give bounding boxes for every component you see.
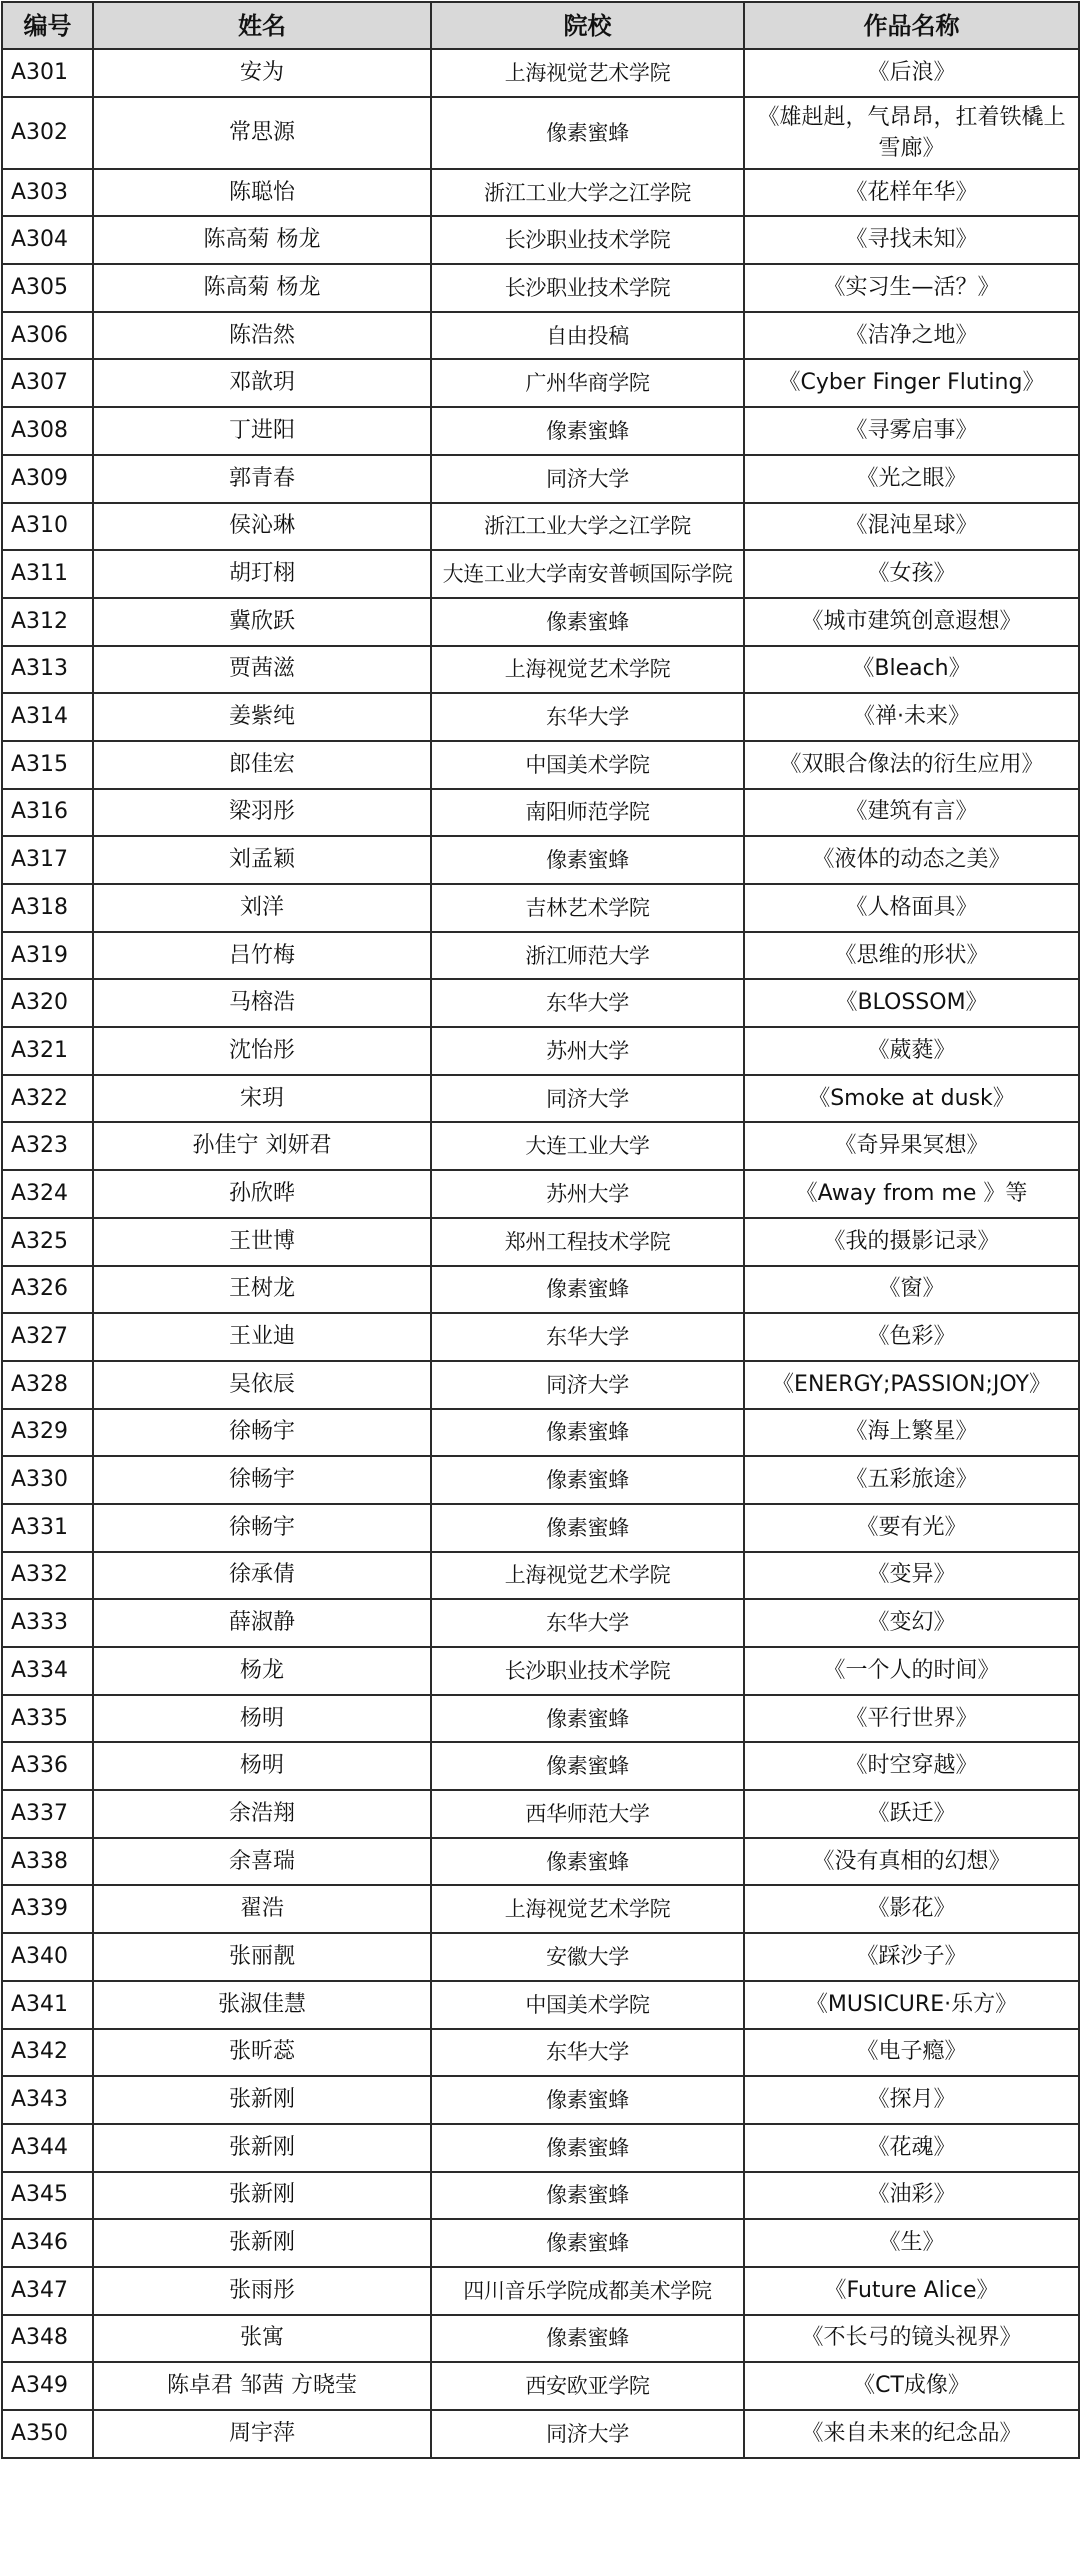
table-row — [2, 49, 1079, 97]
cell-name: 徐承倩 — [93, 1552, 431, 1600]
cell-school: 东华大学 — [431, 1599, 744, 1647]
cell-name: 王业迪 — [93, 1313, 431, 1361]
cell-work: 《禅·未来》 — [744, 693, 1079, 741]
cell-id: A319 — [2, 932, 93, 980]
cell-id: A345 — [2, 2172, 93, 2220]
table-row — [2, 169, 1079, 217]
header-work: 作品名称 — [744, 2, 1079, 49]
table-row — [2, 407, 1079, 455]
cell-id: A325 — [2, 1218, 93, 1266]
cell-school: 郑州工程技术学院 — [431, 1218, 744, 1266]
table-row — [2, 741, 1079, 789]
cell-name: 张淑佳慧 — [93, 1981, 431, 2029]
table-row — [2, 979, 1079, 1027]
table-row — [2, 1981, 1079, 2029]
cell-id: A302 — [2, 97, 93, 169]
table-row — [2, 264, 1079, 312]
cell-school: 像素蜜蜂 — [431, 1409, 744, 1457]
cell-id: A317 — [2, 836, 93, 884]
cell-id: A334 — [2, 1647, 93, 1695]
cell-work: 《要有光》 — [744, 1504, 1079, 1552]
cell-name: 马榕浩 — [93, 979, 431, 1027]
cell-name: 余喜瑞 — [93, 1838, 431, 1886]
cell-work: 《平行世界》 — [744, 1695, 1079, 1743]
cell-school: 像素蜜蜂 — [431, 836, 744, 884]
cell-school: 像素蜜蜂 — [431, 1456, 744, 1504]
table-row — [2, 1552, 1079, 1600]
cell-name: 杨龙 — [93, 1647, 431, 1695]
cell-school: 苏州大学 — [431, 1027, 744, 1075]
cell-name: 杨明 — [93, 1742, 431, 1790]
cell-work: 《葳蕤》 — [744, 1027, 1079, 1075]
cell-id: A338 — [2, 1838, 93, 1886]
cell-school: 像素蜜蜂 — [431, 407, 744, 455]
cell-school: 像素蜜蜂 — [431, 2315, 744, 2363]
cell-school: 像素蜜蜂 — [431, 1695, 744, 1743]
cell-school: 同济大学 — [431, 1361, 744, 1409]
cell-name: 姜紫纯 — [93, 693, 431, 741]
cell-school: 西安欧亚学院 — [431, 2362, 744, 2410]
cell-school: 南阳师范学院 — [431, 789, 744, 837]
cell-name: 梁羽彤 — [93, 789, 431, 837]
cell-name: 陈卓君 邹茜 方晓莹 — [93, 2362, 431, 2410]
cell-school: 上海视觉艺术学院 — [431, 646, 744, 694]
cell-work: 《花样年华》 — [744, 169, 1079, 217]
cell-name: 陈高菊 杨龙 — [93, 216, 431, 264]
cell-name: 郎佳宏 — [93, 741, 431, 789]
table-row — [2, 2267, 1079, 2315]
cell-id: A304 — [2, 216, 93, 264]
cell-school: 吉林艺术学院 — [431, 884, 744, 932]
cell-id: A326 — [2, 1266, 93, 1314]
cell-work: 《影花》 — [744, 1885, 1079, 1933]
cell-school: 像素蜜蜂 — [431, 2172, 744, 2220]
table-row — [2, 836, 1079, 884]
cell-id: A343 — [2, 2076, 93, 2124]
table-row — [2, 2076, 1079, 2124]
cell-work: 《建筑有言》 — [744, 789, 1079, 837]
cell-work: 《实习生—活？》 — [744, 264, 1079, 312]
cell-name: 陈高菊 杨龙 — [93, 264, 431, 312]
cell-work: 《我的摄影记录》 — [744, 1218, 1079, 1266]
entry-table — [1, 1, 1080, 2459]
table-row — [2, 2315, 1079, 2363]
table-row — [2, 359, 1079, 407]
cell-school: 同济大学 — [431, 455, 744, 503]
table-row — [2, 1838, 1079, 1886]
cell-id: A336 — [2, 1742, 93, 1790]
cell-id: A327 — [2, 1313, 93, 1361]
cell-id: A320 — [2, 979, 93, 1027]
table-row — [2, 1695, 1079, 1743]
cell-work: 《变异》 — [744, 1552, 1079, 1600]
cell-id: A346 — [2, 2219, 93, 2267]
table-row — [2, 598, 1079, 646]
table-row — [2, 2362, 1079, 2410]
cell-id: A339 — [2, 1885, 93, 1933]
cell-id: A312 — [2, 598, 93, 646]
cell-work: 《一个人的时间》 — [744, 1647, 1079, 1695]
cell-name: 徐畅宇 — [93, 1409, 431, 1457]
cell-school: 长沙职业技术学院 — [431, 264, 744, 312]
cell-id: A323 — [2, 1122, 93, 1170]
cell-school: 浙江工业大学之江学院 — [431, 169, 744, 217]
table-row — [2, 1742, 1079, 1790]
cell-school: 大连工业大学 — [431, 1122, 744, 1170]
table-row — [2, 1266, 1079, 1314]
cell-name: 杨明 — [93, 1695, 431, 1743]
cell-id: A321 — [2, 1027, 93, 1075]
table-row — [2, 1409, 1079, 1457]
cell-school: 上海视觉艺术学院 — [431, 1885, 744, 1933]
cell-school: 东华大学 — [431, 979, 744, 1027]
cell-school: 长沙职业技术学院 — [431, 216, 744, 264]
cell-work: 《Cyber Finger Fluting》 — [744, 359, 1079, 407]
cell-work: 《Bleach》 — [744, 646, 1079, 694]
cell-school: 像素蜜蜂 — [431, 2076, 744, 2124]
cell-id: A324 — [2, 1170, 93, 1218]
cell-id: A344 — [2, 2124, 93, 2172]
table-row — [2, 1933, 1079, 1981]
cell-id: A331 — [2, 1504, 93, 1552]
header-school: 院校 — [431, 2, 744, 49]
table-row — [2, 646, 1079, 694]
cell-school: 浙江师范大学 — [431, 932, 744, 980]
table-row — [2, 1599, 1079, 1647]
cell-name: 孙欣晔 — [93, 1170, 431, 1218]
cell-school: 上海视觉艺术学院 — [431, 1552, 744, 1600]
table-row — [2, 1647, 1079, 1695]
table-row — [2, 1885, 1079, 1933]
table-row — [2, 2219, 1079, 2267]
table-row — [2, 1027, 1079, 1075]
table-row — [2, 2029, 1079, 2077]
cell-name: 邓歆玥 — [93, 359, 431, 407]
cell-school: 东华大学 — [431, 693, 744, 741]
table-row — [2, 2410, 1079, 2458]
cell-work: 《MUSICURE·乐方》 — [744, 1981, 1079, 2029]
cell-work: 《思维的形状》 — [744, 932, 1079, 980]
table-row — [2, 2172, 1079, 2220]
cell-name: 吴依辰 — [93, 1361, 431, 1409]
cell-work: 《洁净之地》 — [744, 312, 1079, 360]
cell-school: 像素蜜蜂 — [431, 1742, 744, 1790]
table-row — [2, 1361, 1079, 1409]
cell-id: A330 — [2, 1456, 93, 1504]
table-row — [2, 2124, 1079, 2172]
cell-id: A311 — [2, 550, 93, 598]
cell-work: 《生》 — [744, 2219, 1079, 2267]
cell-work: 《人格面具》 — [744, 884, 1079, 932]
cell-name: 刘孟颖 — [93, 836, 431, 884]
cell-name: 孙佳宁 刘妍君 — [93, 1122, 431, 1170]
cell-name: 陈浩然 — [93, 312, 431, 360]
cell-id: A335 — [2, 1695, 93, 1743]
cell-name: 常思源 — [93, 97, 431, 169]
table-row — [2, 789, 1079, 837]
cell-work: 《ENERGY;PASSION;JOY》 — [744, 1361, 1079, 1409]
header-name: 姓名 — [93, 2, 431, 49]
cell-id: A341 — [2, 1981, 93, 2029]
cell-name: 张新刚 — [93, 2076, 431, 2124]
cell-id: A349 — [2, 2362, 93, 2410]
cell-work: 《后浪》 — [744, 49, 1079, 97]
cell-id: A328 — [2, 1361, 93, 1409]
cell-name: 侯沁琳 — [93, 503, 431, 551]
cell-work: 《奇异果冥想》 — [744, 1122, 1079, 1170]
table-body — [2, 49, 1079, 2458]
cell-id: A301 — [2, 49, 93, 97]
cell-school: 像素蜜蜂 — [431, 2219, 744, 2267]
cell-name: 王世博 — [93, 1218, 431, 1266]
cell-name: 张丽靓 — [93, 1933, 431, 1981]
cell-work: 《花魂》 — [744, 2124, 1079, 2172]
cell-school: 安徽大学 — [431, 1933, 744, 1981]
table-row — [2, 455, 1079, 503]
cell-school: 东华大学 — [431, 1313, 744, 1361]
cell-name: 宋玥 — [93, 1075, 431, 1123]
cell-school: 大连工业大学南安普顿国际学院 — [431, 550, 744, 598]
table-row — [2, 1313, 1079, 1361]
cell-work: 《光之眼》 — [744, 455, 1079, 503]
cell-name: 冀欣跃 — [93, 598, 431, 646]
cell-name: 沈怡彤 — [93, 1027, 431, 1075]
cell-work: 《不长弓的镜头视界》 — [744, 2315, 1079, 2363]
cell-id: A347 — [2, 2267, 93, 2315]
cell-school: 浙江工业大学之江学院 — [431, 503, 744, 551]
cell-school: 像素蜜蜂 — [431, 1504, 744, 1552]
cell-school: 像素蜜蜂 — [431, 97, 744, 169]
cell-work: 《女孩》 — [744, 550, 1079, 598]
table-row — [2, 312, 1079, 360]
cell-id: A342 — [2, 2029, 93, 2077]
cell-school: 苏州大学 — [431, 1170, 744, 1218]
cell-work: 《油彩》 — [744, 2172, 1079, 2220]
cell-work: 《电子瘾》 — [744, 2029, 1079, 2077]
cell-school: 同济大学 — [431, 1075, 744, 1123]
table-row — [2, 693, 1079, 741]
cell-work: 《BLOSSOM》 — [744, 979, 1079, 1027]
cell-work: 《没有真相的幻想》 — [744, 1838, 1079, 1886]
cell-school: 像素蜜蜂 — [431, 1838, 744, 1886]
cell-name: 翟浩 — [93, 1885, 431, 1933]
cell-name: 张新刚 — [93, 2219, 431, 2267]
cell-id: A309 — [2, 455, 93, 503]
table-row — [2, 503, 1079, 551]
cell-work: 《CT成像》 — [744, 2362, 1079, 2410]
table-row — [2, 216, 1079, 264]
cell-work: 《跃迁》 — [744, 1790, 1079, 1838]
cell-school: 西华师范大学 — [431, 1790, 744, 1838]
cell-work: 《时空穿越》 — [744, 1742, 1079, 1790]
cell-name: 张昕蕊 — [93, 2029, 431, 2077]
cell-work: 《五彩旅途》 — [744, 1456, 1079, 1504]
cell-school: 东华大学 — [431, 2029, 744, 2077]
cell-id: A310 — [2, 503, 93, 551]
table-row — [2, 1456, 1079, 1504]
cell-work: 《探月》 — [744, 2076, 1079, 2124]
table-row — [2, 1790, 1079, 1838]
cell-work: 《踩沙子》 — [744, 1933, 1079, 1981]
cell-school: 自由投稿 — [431, 312, 744, 360]
cell-work: 《Away from me 》等 — [744, 1170, 1079, 1218]
cell-id: A313 — [2, 646, 93, 694]
table-row — [2, 932, 1079, 980]
cell-id: A305 — [2, 264, 93, 312]
cell-name: 郭青春 — [93, 455, 431, 503]
cell-school: 像素蜜蜂 — [431, 1266, 744, 1314]
cell-id: A332 — [2, 1552, 93, 1600]
cell-id: A308 — [2, 407, 93, 455]
cell-id: A303 — [2, 169, 93, 217]
table-row — [2, 1170, 1079, 1218]
cell-work: 《Smoke at dusk》 — [744, 1075, 1079, 1123]
cell-school: 像素蜜蜂 — [431, 2124, 744, 2172]
cell-id: A314 — [2, 693, 93, 741]
cell-id: A318 — [2, 884, 93, 932]
cell-name: 余浩翔 — [93, 1790, 431, 1838]
cell-name: 周宇萍 — [93, 2410, 431, 2458]
cell-work: 《窗》 — [744, 1266, 1079, 1314]
cell-id: A340 — [2, 1933, 93, 1981]
cell-work: 《海上繁星》 — [744, 1409, 1079, 1457]
cell-school: 四川音乐学院成都美术学院 — [431, 2267, 744, 2315]
cell-school: 中国美术学院 — [431, 1981, 744, 2029]
cell-school: 像素蜜蜂 — [431, 598, 744, 646]
cell-work: 《寻找未知》 — [744, 216, 1079, 264]
cell-name: 刘洋 — [93, 884, 431, 932]
cell-school: 广州华商学院 — [431, 359, 744, 407]
cell-name: 张雨彤 — [93, 2267, 431, 2315]
cell-id: A337 — [2, 1790, 93, 1838]
cell-name: 徐畅宇 — [93, 1504, 431, 1552]
cell-id: A315 — [2, 741, 93, 789]
cell-name: 贾茜滋 — [93, 646, 431, 694]
cell-name: 张新刚 — [93, 2172, 431, 2220]
cell-id: A333 — [2, 1599, 93, 1647]
cell-work: 《变幻》 — [744, 1599, 1079, 1647]
cell-work: 《混沌星球》 — [744, 503, 1079, 551]
cell-id: A316 — [2, 789, 93, 837]
cell-work: 《寻雾启事》 — [744, 407, 1079, 455]
cell-id: A322 — [2, 1075, 93, 1123]
cell-name: 胡玎栩 — [93, 550, 431, 598]
cell-work: 《雄赳赳，气昂昂，扛着铁橇上雪廊》 — [744, 97, 1079, 169]
header-id: 编号 — [2, 2, 93, 49]
table-header-row — [2, 2, 1079, 49]
cell-work: 《色彩》 — [744, 1313, 1079, 1361]
table-row — [2, 1504, 1079, 1552]
cell-work: 《液体的动态之美》 — [744, 836, 1079, 884]
cell-id: A307 — [2, 359, 93, 407]
cell-name: 丁进阳 — [93, 407, 431, 455]
cell-name: 王树龙 — [93, 1266, 431, 1314]
cell-name: 陈聪怡 — [93, 169, 431, 217]
cell-id: A348 — [2, 2315, 93, 2363]
table-row — [2, 550, 1079, 598]
cell-school: 同济大学 — [431, 2410, 744, 2458]
cell-name: 安为 — [93, 49, 431, 97]
cell-work: 《来自未来的纪念品》 — [744, 2410, 1079, 2458]
cell-name: 薛淑静 — [93, 1599, 431, 1647]
table-row — [2, 97, 1079, 169]
table-row — [2, 1122, 1079, 1170]
cell-work: 《城市建筑创意遐想》 — [744, 598, 1079, 646]
cell-work: 《双眼合像法的衍生应用》 — [744, 741, 1079, 789]
table-row — [2, 1218, 1079, 1266]
cell-id: A329 — [2, 1409, 93, 1457]
table-row — [2, 1075, 1079, 1123]
cell-school: 长沙职业技术学院 — [431, 1647, 744, 1695]
cell-work: 《Future Alice》 — [744, 2267, 1079, 2315]
cell-school: 上海视觉艺术学院 — [431, 49, 744, 97]
table-row — [2, 884, 1079, 932]
cell-id: A350 — [2, 2410, 93, 2458]
cell-id: A306 — [2, 312, 93, 360]
cell-name: 张新刚 — [93, 2124, 431, 2172]
cell-name: 徐畅宇 — [93, 1456, 431, 1504]
cell-name: 吕竹梅 — [93, 932, 431, 980]
cell-name: 张寓 — [93, 2315, 431, 2363]
cell-school: 中国美术学院 — [431, 741, 744, 789]
